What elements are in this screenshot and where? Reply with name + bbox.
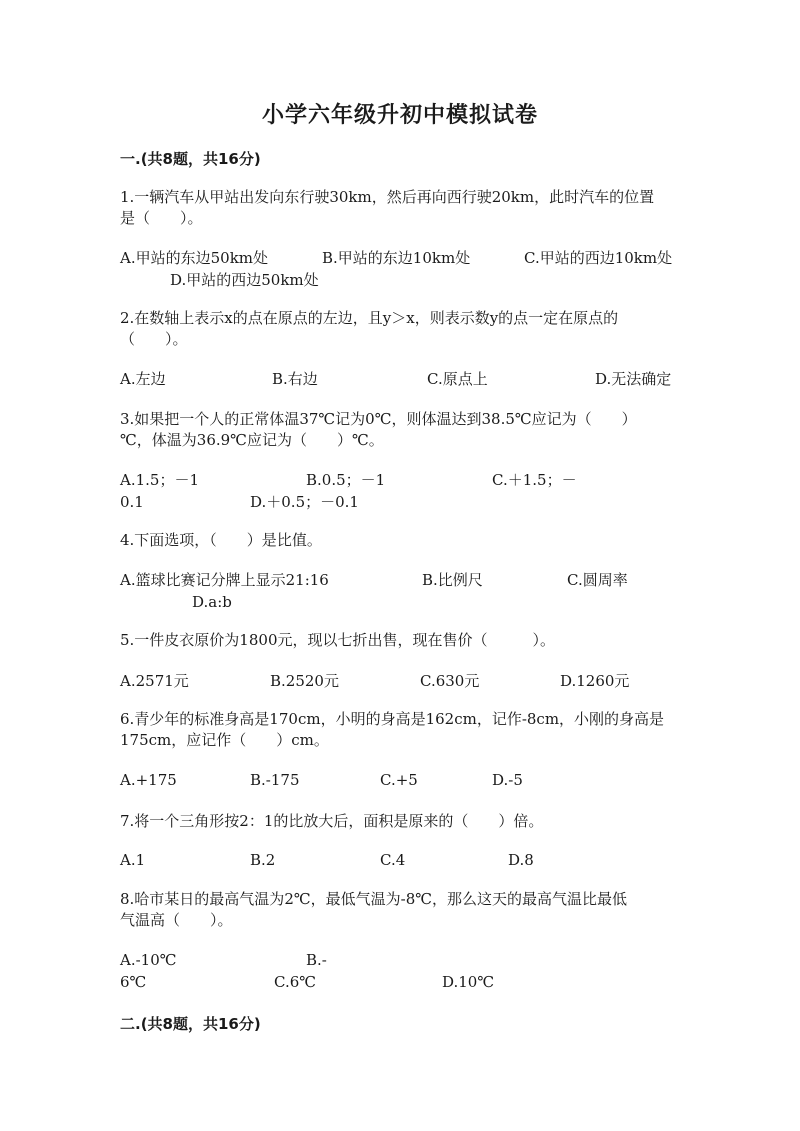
- option-b: B.-: [306, 951, 327, 969]
- question-line: （ ）。: [120, 330, 188, 348]
- option-b: B.2520元: [270, 672, 339, 690]
- question-8: [120, 889, 690, 931]
- option-c: C.甲站的西边10km处: [524, 249, 673, 267]
- option-a: A.甲站的东边50km处: [120, 249, 269, 267]
- question-line: 175cm，应记作（ ）cm。: [120, 731, 329, 749]
- option-d: D.＋0.5；－0.1: [250, 493, 359, 511]
- section-heading-2: 二.(共8题，共16分): [120, 1015, 261, 1033]
- section-heading-1: 一.(共8题，共16分): [120, 150, 261, 168]
- option-b: B.右边: [272, 370, 318, 388]
- question-line: 6.青少年的标准身高是170cm，小明的身高是162cm，记作-8cm，小刚的身高是: [120, 710, 665, 728]
- question-line: 气温高（ ）。: [120, 911, 233, 929]
- question-line: 3.如果把一个人的正常体温37℃记为0℃，则体温达到38.5℃应记为（ ）: [120, 410, 637, 428]
- option-c: C.＋1.5；－: [492, 471, 577, 489]
- option-c: C.630元: [420, 672, 480, 690]
- question-line: ℃，体温为36.9℃应记为（ ）℃。: [120, 431, 384, 449]
- option-d: D.8: [508, 851, 534, 869]
- question-1: [120, 187, 690, 229]
- option-b: B.比例尺: [422, 571, 483, 589]
- question-6: [120, 709, 690, 751]
- option-d: D.无法确定: [595, 370, 672, 388]
- option-d: D.a:b: [192, 593, 232, 611]
- option-a: A.+175: [120, 771, 177, 789]
- option-b: B.2: [250, 851, 276, 869]
- option-d: D.10℃: [442, 973, 495, 991]
- option-c: C.6℃: [274, 973, 317, 991]
- question-line: 5.一件皮衣原价为1800元，现以七折出售，现在售价（ ）。: [120, 631, 555, 649]
- option-c: C.原点上: [427, 370, 488, 388]
- question-5: [120, 630, 690, 651]
- option-b-continued: 6℃: [120, 973, 147, 991]
- question-3: [120, 409, 690, 451]
- option-c: C.圆周率: [567, 571, 628, 589]
- question-line: 4.下面选项，（ ）是比值。: [120, 531, 322, 549]
- option-c-continued: 0.1: [120, 493, 144, 511]
- option-c: C.+5: [380, 771, 418, 789]
- question-line: 8.哈市某日的最高气温为2℃，最低气温为-8℃，那么这天的最高气温比最低: [120, 890, 628, 908]
- option-a: A.1.5；－1: [120, 471, 199, 489]
- page-title: 小学六年级升初中模拟试卷: [261, 103, 538, 128]
- option-d: D.-5: [492, 771, 523, 789]
- question-line: 是（ ）。: [120, 209, 203, 227]
- option-b: B.-175: [250, 771, 300, 789]
- question-line: 1.一辆汽车从甲站出发向东行驶30km，然后再向西行驶20km，此时汽车的位置: [120, 188, 655, 206]
- option-b: B.甲站的东边10km处: [322, 249, 471, 267]
- option-d: D.甲站的西边50km处: [170, 271, 319, 289]
- option-a: A.篮球比赛记分牌上显示21:16: [120, 571, 329, 589]
- question-7: [120, 811, 690, 832]
- option-a: A.-10℃: [120, 951, 177, 969]
- option-c: C.4: [380, 851, 406, 869]
- question-4: [120, 530, 690, 551]
- question-line: 2.在数轴上表示x的点在原点的左边，且y＞x，则表示数y的点一定在原点的: [120, 309, 619, 327]
- option-a: A.2571元: [120, 672, 189, 690]
- option-a: A.左边: [120, 370, 166, 388]
- question-2: [120, 308, 690, 350]
- question-line: 7.将一个三角形按2：1的比放大后，面积是原来的（ ）倍。: [120, 812, 544, 830]
- option-d: D.1260元: [560, 672, 630, 690]
- option-b: B.0.5；－1: [306, 471, 386, 489]
- option-a: A.1: [120, 851, 146, 869]
